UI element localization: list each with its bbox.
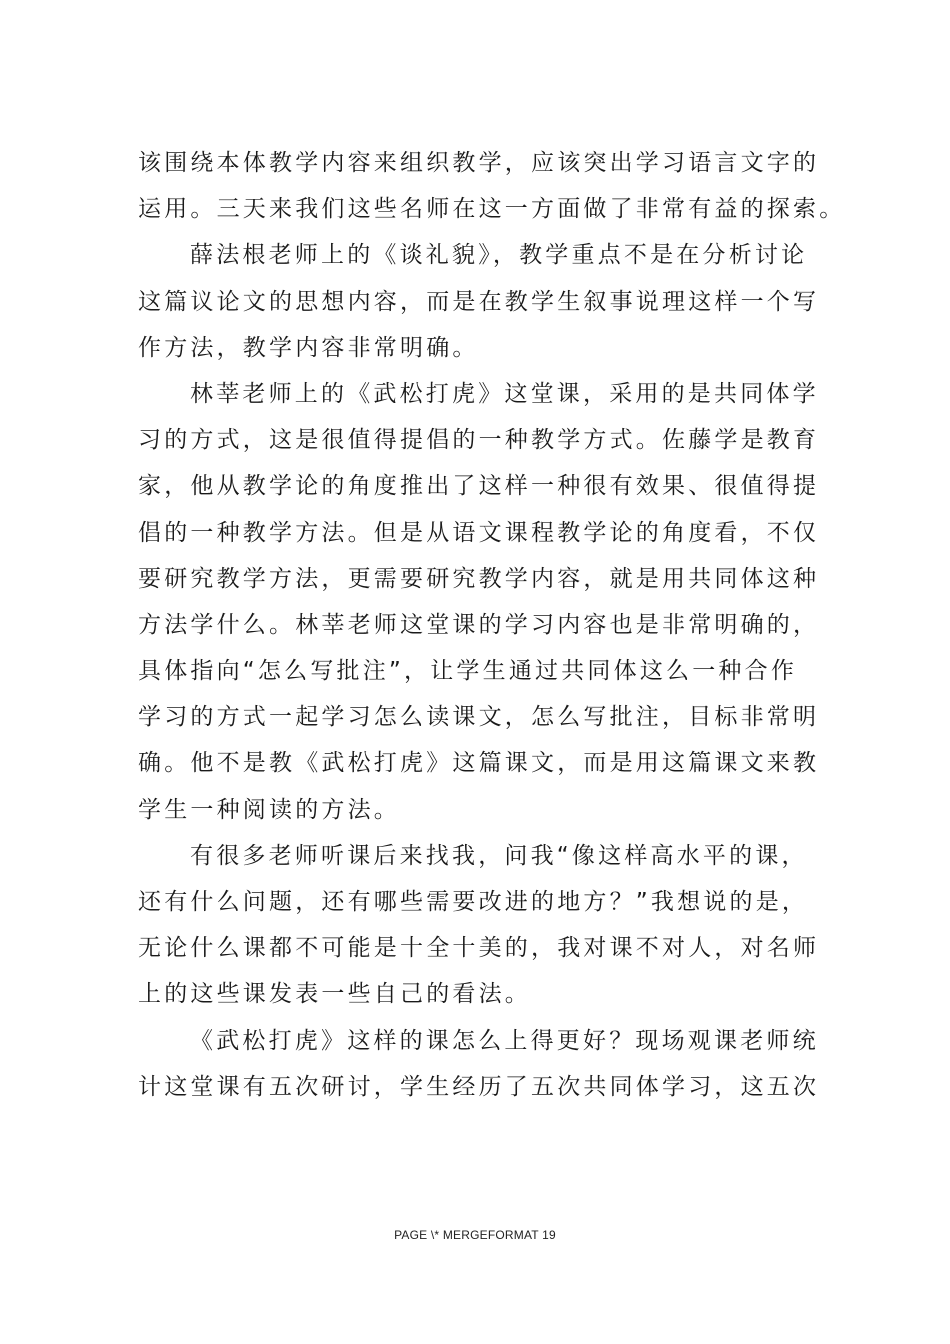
text-line: 确。他不是教《武松打虎》这篇课文，而是用这篇课文来教 [138, 750, 820, 777]
text-line: 还有什么问题，还有哪些需要改进的地方？”我想说的是， [138, 889, 809, 915]
body-text [138, 140, 846, 1110]
text-line: 计这堂课有五次研讨，学生经历了五次共同体学习，这五次 [138, 1073, 820, 1100]
text-line: 具体指向“怎么写批注”，让学生通过共同体这么一种合作 [138, 658, 798, 685]
text-line: 习的方式，这是很值得提倡的一种教学方式。佐藤学是教育 [138, 427, 820, 454]
text-line: 该围绕本体教学内容来组织教学，应该突出学习语言文字的 [138, 150, 820, 176]
text-line: 这篇议论文的思想内容，而是在教学生叙事说理这样一个写 [138, 288, 820, 315]
text-line: 运用。三天来我们这些名师在这一方面做了非常有益的探索。 [138, 196, 846, 223]
text-line: 林莘老师上的《武松打虎》这堂课，采用的是共同体学 [190, 380, 819, 407]
text-line: 薛法根老师上的《谈礼貌》，教学重点不是在分析讨论 [190, 242, 808, 269]
text-line: 倡的一种教学方法。但是从语文课程教学论的角度看，不仅 [138, 519, 820, 546]
page-footer: PAGE \* MERGEFORMAT 19 [394, 1228, 556, 1242]
text-line: 要研究教学方法，更需要研究教学内容，就是用共同体这种 [138, 565, 820, 592]
text-line: 有很多老师听课后来找我，问我“像这样高水平的课， [190, 842, 808, 869]
text-line: 《武松打虎》这样的课怎么上得更好？现场观课老师统 [190, 1027, 819, 1054]
text-line: 学习的方式一起学习怎么读课文，怎么写批注，目标非常明 [138, 704, 820, 731]
text-line: 作方法，教学内容非常明确。 [138, 334, 479, 361]
text-line: 方法学什么。林莘老师这堂课的学习内容也是非常明确的， [138, 611, 820, 638]
text-line: 学生一种阅读的方法。 [138, 796, 400, 823]
text-line: 上的这些课发表一些自己的看法。 [138, 981, 531, 1008]
text-line: 无论什么课都不可能是十全十美的，我对课不对人，对名师 [138, 935, 820, 962]
text-line: 家，他从教学论的角度推出了这样一种很有效果、很值得提 [138, 473, 820, 500]
